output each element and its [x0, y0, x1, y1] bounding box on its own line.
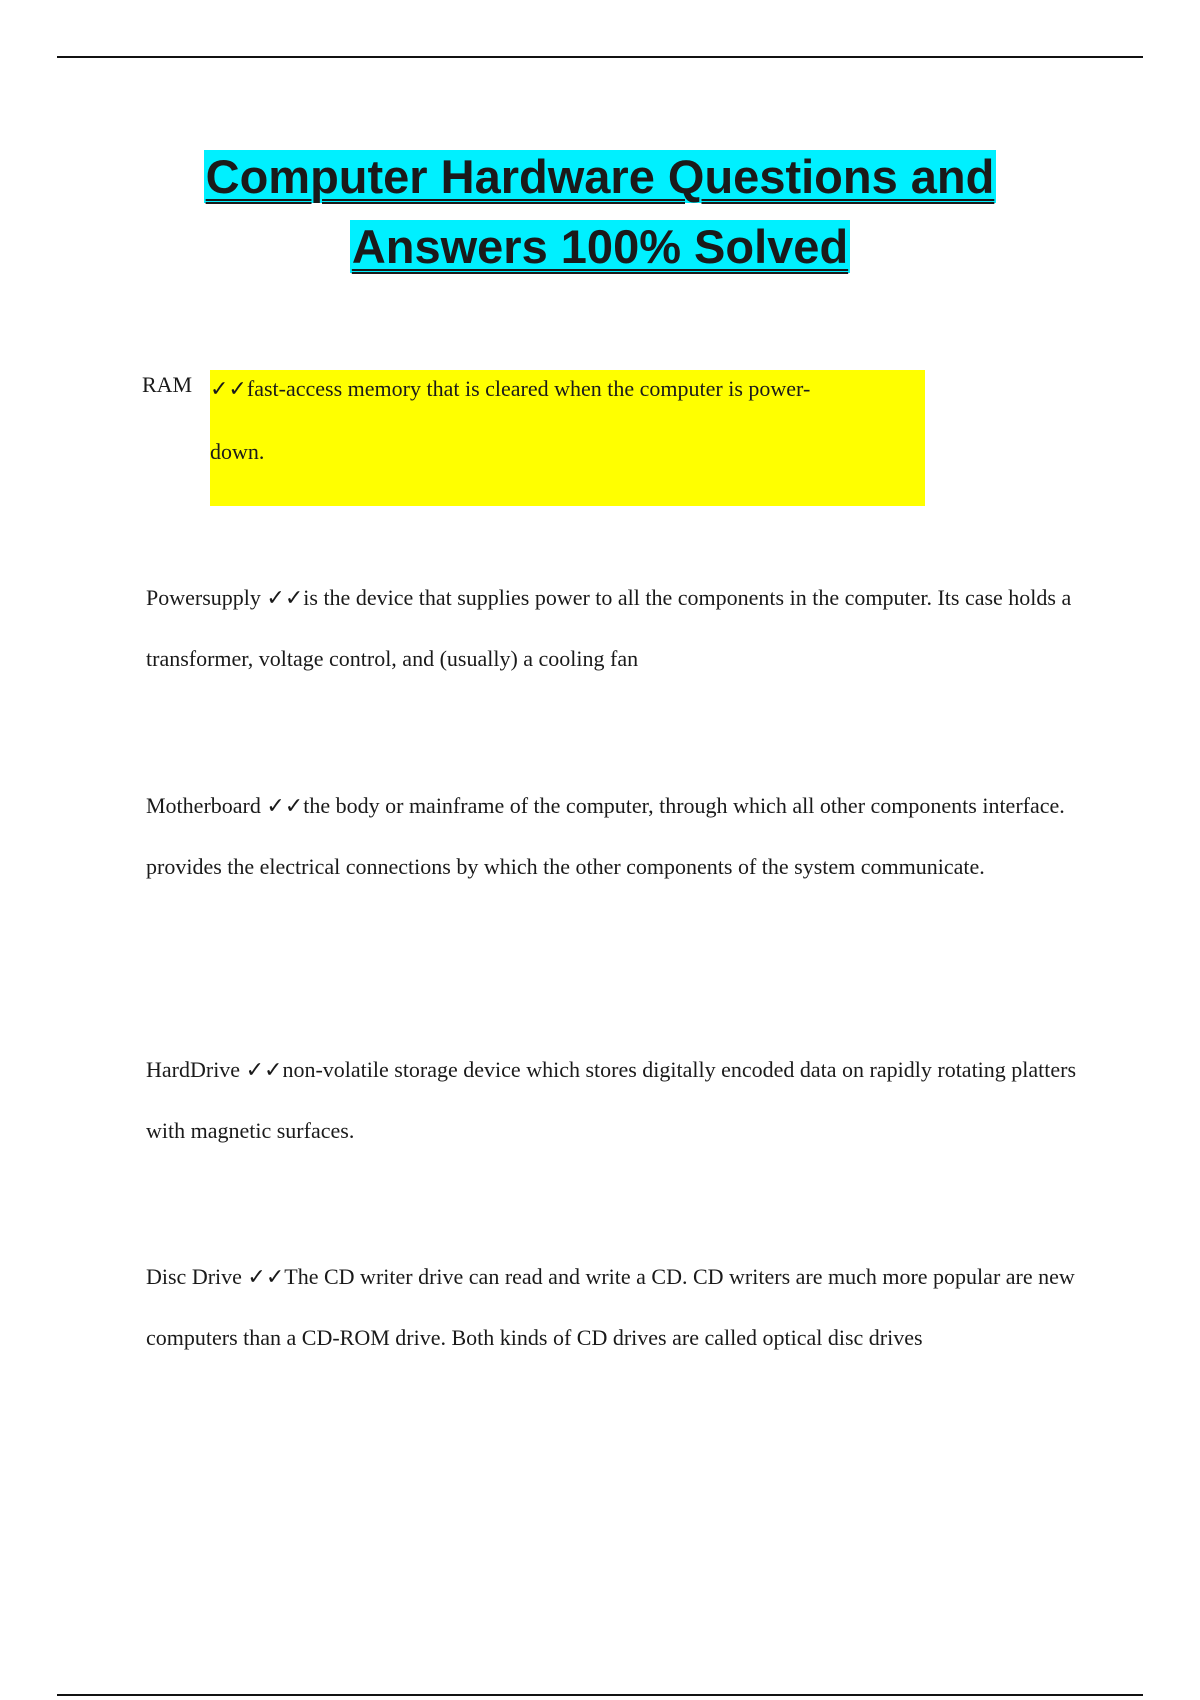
term-disc-drive: Disc Drive: [146, 1264, 242, 1289]
check-icon: ✓✓: [266, 794, 304, 819]
term-ram: RAM: [142, 372, 193, 397]
term-harddrive: HardDrive: [146, 1057, 241, 1082]
term-powersupply: Powersupply: [146, 585, 261, 610]
qa-powersupply: [146, 568, 1096, 689]
title-line-2: Answers 100% Solved: [351, 220, 849, 273]
qa-disc-drive: [146, 1247, 1096, 1368]
check-icon: ✓✓: [266, 586, 304, 611]
check-icon: ✓✓: [247, 1265, 285, 1290]
answer-motherboard: the body or mainframe of the computer, through which all other components interface. provides the electrical connections by which the other components of the system communicate.: [146, 793, 1065, 879]
answer-disc-drive: The CD writer drive can read and write a CD. CD writers are much more popular are new computers than a CD-ROM drive. Both kinds of CD drives are called optical disc drives: [146, 1264, 1075, 1350]
page-title: [0, 142, 1200, 282]
bottom-rule: [57, 1694, 1143, 1696]
term-motherboard: Motherboard: [146, 793, 261, 818]
answer-ram-line2: down.: [210, 439, 265, 464]
qa-motherboard: [146, 776, 1096, 897]
title-line-1: Computer Hardware Questions and: [205, 150, 995, 203]
check-icon: ✓✓: [210, 377, 247, 402]
top-rule: [57, 56, 1143, 58]
check-icon: ✓✓: [245, 1058, 283, 1083]
qa-harddrive: [146, 1040, 1096, 1161]
answer-powersupply: is the device that supplies power to all the components in the computer. Its case holds a transformer, voltage control, and (usually) a cooling fan: [146, 585, 1072, 671]
answer-ram-highlight: [210, 370, 925, 506]
answer-ram-line1: fast-access memory that is cleared when the computer is power-: [246, 376, 811, 401]
answer-harddrive: non-volatile storage device which stores digitally encoded data on rapidly rotating platters with magnetic surfaces.: [146, 1057, 1077, 1143]
